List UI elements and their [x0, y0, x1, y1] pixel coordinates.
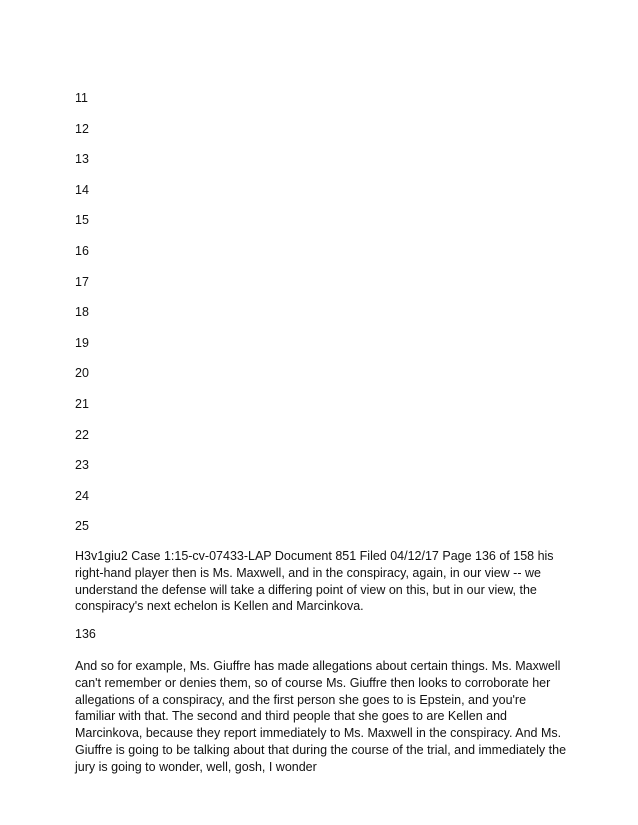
- transcript-body-paragraph: And so for example, Ms. Giuffre has made allegations about certain things. Ms. Maxwell can't remember or denies them, so of course Ms. Giuffre then looks to corroborate her allegations of a conspiracy, and the first person she goes to is Epstein, and you're familiar with that. The second and third people that she goes to are Kellen and Marcinkova, because they report immediately to Ms. Maxwell in the conspiracy. And Ms. Giuffre is going to be talking about that during the course of the trial, and immediately the jury is going to wonder, well, gosh, I wonder: [75, 659, 567, 774]
- line-number: 11: [75, 91, 88, 105]
- page-number: 136: [75, 627, 96, 641]
- line-number: 19: [75, 335, 89, 350]
- line-number: 15: [75, 213, 89, 228]
- line-number: 16: [75, 243, 89, 258]
- line-number: 18: [75, 305, 89, 320]
- line-number: 24: [75, 488, 89, 503]
- case-header-paragraph: H3v1giu2 Case 1:15-cv-07433-LAP Document 851 Filed 04/12/17 Page 136 of 158 his right-hand player then is Ms. Maxwell, and in the conspiracy, again, in our view -- we understand the defense will take a differing point of view on this, but in our view, the conspiracy's next echelon is Kellen and Marcinkova.: [75, 549, 554, 614]
- line-number: 14: [75, 182, 89, 197]
- line-number: 21: [75, 396, 89, 411]
- line-number: 23: [75, 458, 89, 473]
- line-number: 12: [75, 121, 89, 136]
- line-number: 25: [75, 519, 89, 534]
- line-number: 17: [75, 274, 89, 289]
- line-number: 13: [75, 152, 89, 167]
- line-number-column: [75, 90, 89, 549]
- line-number: 22: [75, 427, 89, 442]
- line-number: 20: [75, 366, 89, 381]
